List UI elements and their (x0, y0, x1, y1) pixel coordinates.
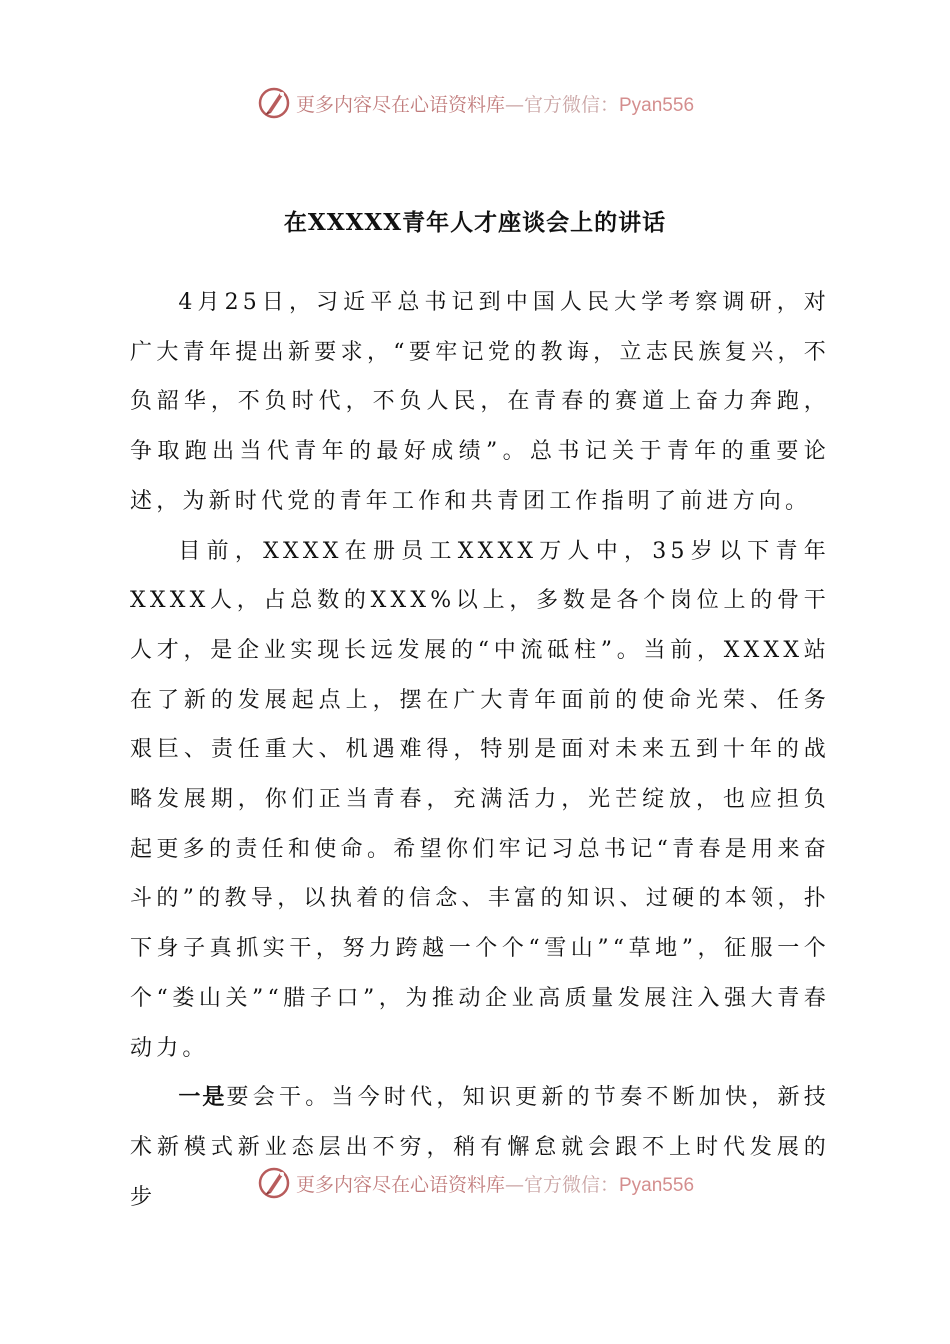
pen-logo-icon (256, 1165, 292, 1201)
document-title: 在XXXXX青年人才座谈会上的讲话 (283, 209, 667, 236)
document-body (130, 278, 830, 1222)
watermark-text (296, 1170, 694, 1197)
watermark-text (296, 90, 694, 117)
watermark-separator: —官方微信： (504, 93, 619, 116)
footer-watermark-banner (0, 1163, 950, 1203)
pen-logo-icon (256, 85, 292, 121)
body-paragraph: 4月25日，习近平总书记到中国人民大学考察调研，对广大青年提出新要求，“要牢记党的教诲，立志民族复兴，不负韶华，不负时代，不负人民，在青春的赛道上奋力奔跑，争取跑出当代青年的最好成绩”。总书记关于青年的重要论述，为新时代党的青年工作和共青团工作指明了前进方向。 (130, 290, 830, 514)
watermark-wechat-id: Pyan556 (619, 94, 695, 116)
header-watermark-banner (0, 83, 950, 123)
body-paragraph: 目前，XXXX在册员工XXXX万人中，35岁以下青年XXXX人，占总数的XXX%以上，多数是各个岗位上的骨干人才，是企业实现长远发展的“中流砥柱”。当前，XXXX站在了新的发展起点上，摆在广大青年面前的使命光荣、任务艰巨、责任重大、机遇难得，特别是面对未来五到十年的战略发展期，你们正当青春，充满活力，光芒绽放，也应担负起更多的责任和使命。希望你们牢记习总书记“青春是用来奋斗的”的教导，以执着的信念、丰富的知识、过硬的本领，扑下身子真抓实干，努力跨越一个个“雪山”“草地”，征服一个个“娄山关”“腊子口”，为推动企业高质量发展注入强大青春动力。 (130, 538, 830, 1061)
watermark-brand: 更多内容尽在心语资料库 (295, 93, 505, 116)
watermark-separator: —官方微信： (504, 1173, 619, 1196)
watermark-wechat-id: Pyan556 (619, 1174, 695, 1196)
point-lead: 一是 (178, 1084, 227, 1111)
watermark-brand: 更多内容尽在心语资料库 (295, 1173, 505, 1196)
point-text: 要会干。当今时代，知识更新的节奏不断加快，新技术新模式新业态层出不穷，稍有懈怠就会跟不上时代发展的步 (130, 1085, 830, 1210)
